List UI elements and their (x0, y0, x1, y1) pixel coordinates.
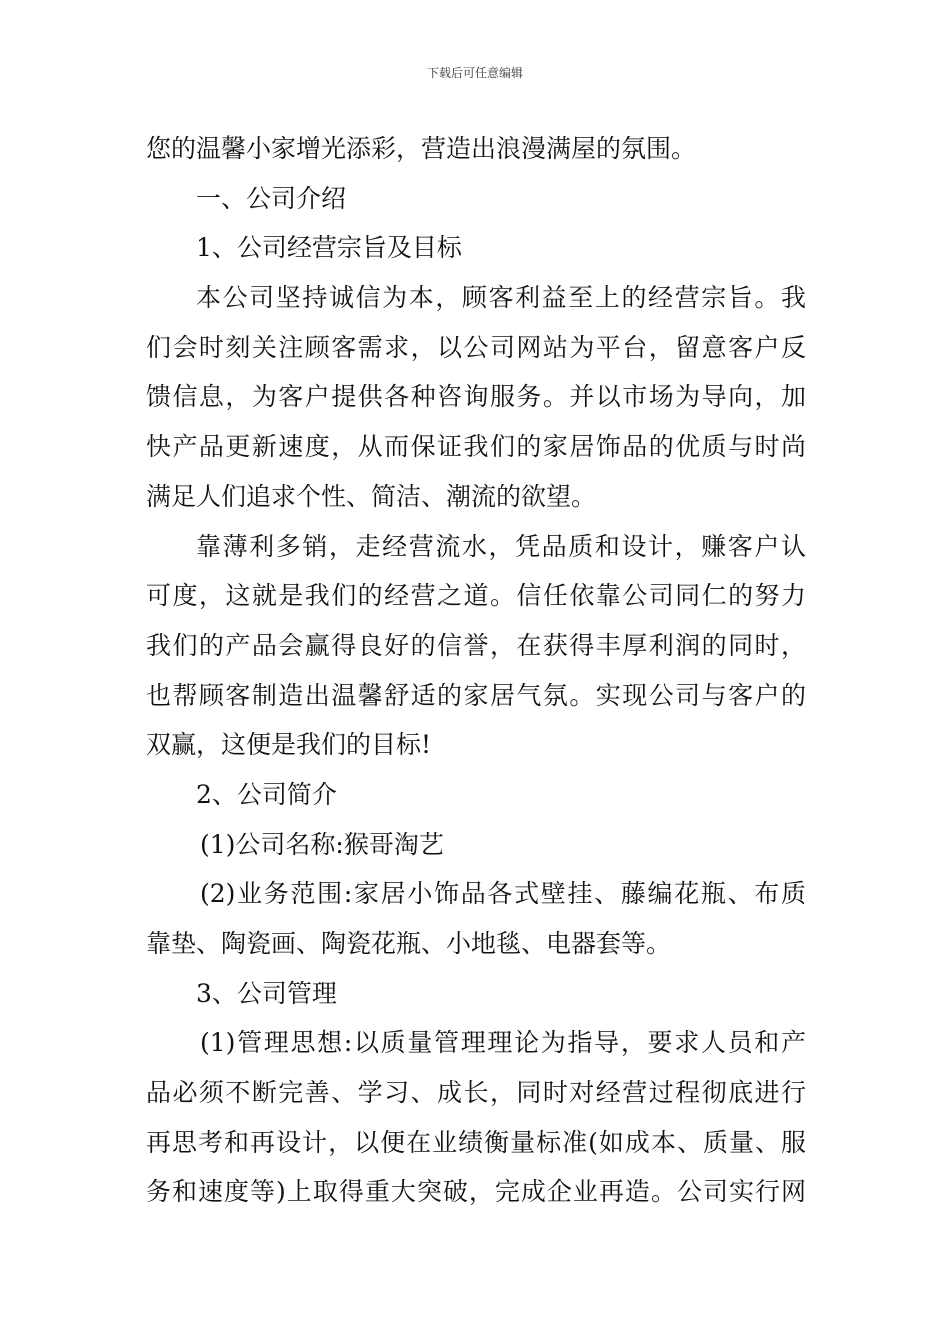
subsection-heading: 1、公司经营宗旨及目标 (196, 233, 462, 263)
paragraph-line: 可度，这就是我们的经营之道。信任依靠公司同仁的努力 (146, 581, 806, 611)
paragraph-line: 靠垫、陶瓷画、陶瓷花瓶、小地毯、电器套等。 (146, 929, 672, 958)
paragraph-line: 靠薄利多销，走经营流水，凭品质和设计，赚客户认 (196, 531, 806, 561)
page-header: 下载后可任意编辑 (426, 66, 523, 80)
paragraph-line: 务和速度等)上取得重大突破，完成企业再造。公司实行网 (146, 1177, 806, 1207)
paragraph-line: 们会时刻关注顾客需求，以公司网站为平台，留意客户反 (146, 332, 806, 362)
paragraph-line: 满足人们追求个性、简洁、潮流的欲望。 (146, 481, 597, 511)
paragraph-line: 我们的产品会赢得良好的信誉，在获得丰厚利润的同时， (146, 630, 806, 660)
document-body (146, 124, 806, 1217)
paragraph-line: 再思考和再设计，以便在业绩衡量标准(如成本、质量、服 (146, 1127, 806, 1157)
paragraph-line: 双赢，这便是我们的目标! (146, 730, 432, 760)
list-item: (2)业务范围:家居小饰品各式壁挂、藤编花瓶、布质 (200, 879, 806, 909)
paragraph-line: 也帮顾客制造出温馨舒适的家居气氛。实现公司与客户的 (146, 680, 806, 710)
subsection-heading: 2、公司简介 (196, 779, 337, 809)
paragraph-line: 品必须不断完善、学习、成长，同时对经营过程彻底进行 (146, 1078, 806, 1108)
section-heading: 一、公司介绍 (196, 183, 347, 213)
paragraph-line: 馈信息，为客户提供各种咨询服务。并以市场为导向，加 (146, 382, 806, 412)
list-item: (1)公司名称:猴哥淘艺 (200, 829, 444, 859)
paragraph-line: 快产品更新速度，从而保证我们的家居饰品的优质与时尚 (146, 432, 806, 462)
subsection-heading: 3、公司管理 (196, 978, 337, 1008)
paragraph-line: 您的温馨小家增光添彩，营造出浪漫满屋的氛围。 (146, 134, 697, 163)
list-item: (1)管理思想:以质量管理理论为指导，要求人员和产 (200, 1028, 806, 1058)
paragraph-line: 本公司坚持诚信为本，顾客利益至上的经营宗旨。我 (196, 283, 806, 313)
